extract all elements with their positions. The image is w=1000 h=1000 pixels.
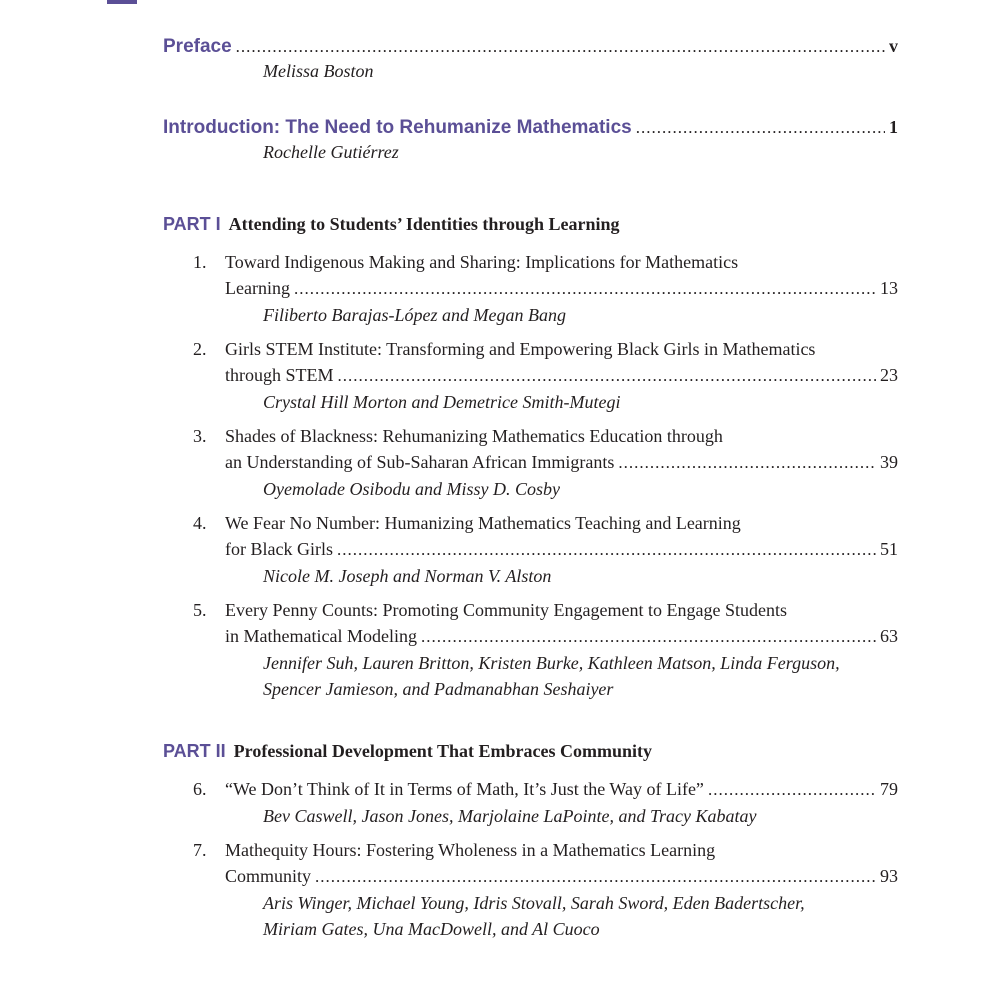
preface-title: Preface xyxy=(163,36,232,57)
introduction-page: 1 xyxy=(889,117,898,137)
dot-leader xyxy=(708,777,876,803)
chapter-title: Mathequity Hours: Fostering Wholeness in a Mathematics Learning xyxy=(225,840,716,860)
part-label: PART II xyxy=(163,741,226,761)
dot-leader xyxy=(421,624,876,650)
dot-leader xyxy=(338,363,876,389)
chapter-page: 79 xyxy=(880,779,898,799)
dot-leader xyxy=(618,450,876,476)
chapter-entry[interactable] xyxy=(193,776,898,829)
chapter-authors: Bev Caswell, Jason Jones, Marjolaine LaPointe, and Tracy Kabatay xyxy=(263,806,757,826)
chapter-page: 23 xyxy=(880,365,898,385)
chapter-title-cont: through STEM xyxy=(225,365,334,385)
chapter-page: 51 xyxy=(880,539,898,559)
preface-author: Melissa Boston xyxy=(263,61,374,81)
chapter-entry[interactable] xyxy=(193,249,898,328)
part-label: PART I xyxy=(163,214,221,234)
chapter-title-cont: in Mathematical Modeling xyxy=(225,626,417,646)
chapter-number: 5. xyxy=(193,600,207,620)
chapter-authors: Oyemolade Osibodu and Missy D. Cosby xyxy=(263,479,560,499)
chapter-title: “We Don’t Think of It in Terms of Math, It’s Just the Way of Life” xyxy=(225,779,704,799)
chapter-title: We Fear No Number: Humanizing Mathematics Teaching and Learning xyxy=(225,513,741,533)
preface-entry[interactable] xyxy=(163,36,898,84)
chapter-title: Toward Indigenous Making and Sharing: Implications for Mathematics xyxy=(225,252,739,272)
chapter-number: 4. xyxy=(193,513,207,533)
chapter-title-cont: an Understanding of Sub-Saharan African Immigrants xyxy=(225,452,615,472)
chapter-title-cont: Community xyxy=(225,866,312,886)
accent-bar xyxy=(107,0,137,4)
chapter-entry[interactable] xyxy=(193,597,898,702)
preface-page: v xyxy=(889,36,898,56)
chapter-entry[interactable] xyxy=(193,336,898,415)
dot-leader xyxy=(315,864,876,890)
dot-leader xyxy=(236,37,885,57)
chapter-number: 2. xyxy=(193,339,207,359)
chapter-authors: Crystal Hill Morton and Demetrice Smith-Mutegi xyxy=(263,392,621,412)
chapter-title: Shades of Blackness: Rehumanizing Mathematics Education through xyxy=(225,426,723,446)
introduction-title: Introduction: The Need to Rehumanize Mathematics xyxy=(163,117,632,138)
chapter-page: 39 xyxy=(880,452,898,472)
dot-leader xyxy=(337,537,876,563)
part-heading xyxy=(163,741,898,762)
chapter-number: 3. xyxy=(193,426,207,446)
introduction-author: Rochelle Gutiérrez xyxy=(263,142,399,162)
chapter-entry[interactable] xyxy=(193,510,898,589)
chapter-title: Girls STEM Institute: Transforming and Empowering Black Girls in Mathematics xyxy=(225,339,816,359)
chapter-title: Every Penny Counts: Promoting Community Engagement to Engage Students xyxy=(225,600,787,620)
chapter-page: 63 xyxy=(880,626,898,646)
dot-leader xyxy=(294,276,876,302)
chapter-number: 1. xyxy=(193,252,207,272)
chapter-page: 13 xyxy=(880,278,898,298)
part-title: Attending to Students’ Identities through Learning xyxy=(228,214,620,234)
chapter-entry[interactable] xyxy=(193,837,898,942)
chapter-title-cont: Learning xyxy=(225,278,290,298)
chapter-title-cont: for Black Girls xyxy=(225,539,333,559)
chapter-authors: Filiberto Barajas-López and Megan Bang xyxy=(263,305,566,325)
dot-leader xyxy=(636,118,885,138)
chapter-authors: Nicole M. Joseph and Norman V. Alston xyxy=(263,566,552,586)
chapter-entry[interactable] xyxy=(193,423,898,502)
chapter-authors: Jennifer Suh, Lauren Britton, Kristen Burke, Kathleen Matson, Linda Ferguson, xyxy=(263,653,840,673)
chapter-number: 6. xyxy=(193,779,207,799)
part-title: Professional Development That Embraces Community xyxy=(233,741,652,761)
chapter-page: 93 xyxy=(880,866,898,886)
chapter-authors: Aris Winger, Michael Young, Idris Stovall, Sarah Sword, Eden Badertscher, xyxy=(263,893,805,913)
chapter-number: 7. xyxy=(193,840,207,860)
chapter-authors: Miriam Gates, Una MacDowell, and Al Cuoco xyxy=(263,919,600,939)
part-heading xyxy=(163,214,898,235)
chapter-authors: Spencer Jamieson, and Padmanabhan Seshaiyer xyxy=(263,679,614,699)
introduction-entry[interactable] xyxy=(163,117,898,165)
